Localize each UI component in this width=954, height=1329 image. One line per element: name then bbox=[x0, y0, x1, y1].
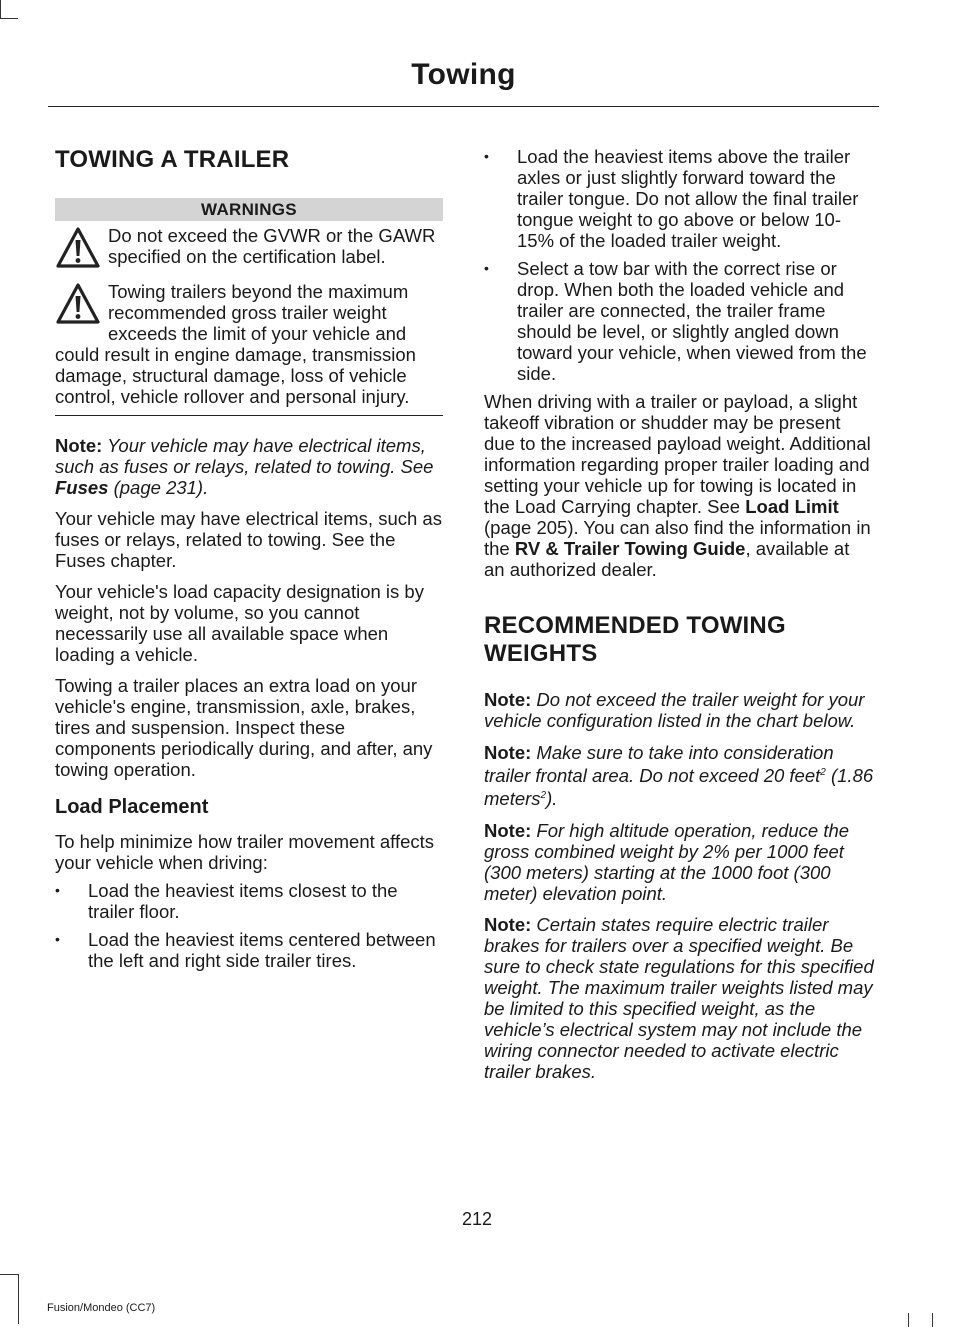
list-item-text: Load the heaviest items centered between the left and right side trailer tires. bbox=[88, 929, 436, 971]
warning-item bbox=[55, 225, 443, 272]
note-text: ). bbox=[546, 788, 558, 809]
list-item bbox=[55, 880, 443, 922]
load-placement-intro: To help minimize how trailer movement affects your vehicle when driving: bbox=[55, 831, 435, 873]
bullet-icon: • bbox=[55, 931, 60, 947]
note bbox=[484, 689, 874, 731]
bullet-icon: • bbox=[484, 148, 489, 164]
crop-mark-bottom-right-v2 bbox=[932, 1313, 933, 1327]
warnings-bottom-rule bbox=[55, 415, 443, 416]
bullet-icon: • bbox=[484, 260, 489, 276]
list-item bbox=[484, 258, 874, 384]
note-text: Make sure to take into consideration trailer frontal area. Do not exceed 20 feet bbox=[484, 742, 834, 786]
note-text: For high altitude operation, reduce the gross combined weight by 2% per 1000 feet (300 meters) starting at the 1000 foot (300 meter) elevation point. bbox=[484, 820, 850, 904]
paragraph: Towing a trailer places an extra load on your vehicle's engine, transmission, axle, brakes, tires and suspension. Inspect these components periodically during, and after, any towing operation. bbox=[55, 675, 433, 780]
list-item bbox=[484, 146, 874, 251]
page-title: Towing bbox=[411, 58, 516, 91]
driving-text: , available at an authorized dealer. bbox=[484, 538, 850, 580]
crop-mark-top-left-h bbox=[0, 18, 18, 19]
bullet-icon: • bbox=[55, 882, 60, 898]
crop-mark-bottom-left-v bbox=[18, 1274, 19, 1324]
note-page-ref: (page 231). bbox=[108, 477, 209, 498]
rv-trailer-guide-link[interactable]: RV & Trailer Towing Guide bbox=[514, 538, 746, 559]
warning-triangle-icon bbox=[55, 282, 101, 326]
note bbox=[484, 820, 874, 904]
note-text: Do not exceed the trailer weight for your vehicle configuration listed in the chart below. bbox=[484, 689, 865, 731]
note bbox=[484, 741, 874, 810]
driving-text: When driving with a trailer or payload, a slight takeoff vibration or shudder may be present due to the increased payload weight. Additional information regarding proper trailer loading and setting your vehicle up for towing is located in the Load Carrying chapter. See bbox=[484, 391, 871, 517]
list-item bbox=[55, 929, 443, 971]
load-limit-link[interactable]: Load Limit bbox=[745, 496, 839, 517]
warning-text: Towing trailers beyond the maximum recommended gross trailer weight exceeds the limit of your vehicle and could result in engine damage, transmission damage, structural damage, loss of vehicle control, vehicle rollover and personal injury. bbox=[55, 281, 416, 407]
warning-text: Do not exceed the GVWR or the GAWR specified on the certification label. bbox=[108, 225, 436, 267]
fuses-link[interactable]: Fuses bbox=[55, 477, 109, 498]
paragraph: Your vehicle may have electrical items, such as fuses or relays, related to towing. See the Fuses chapter. bbox=[55, 508, 442, 571]
section-title-recommended-towing-weights: RECOMMENDED TOWING WEIGHTS bbox=[484, 612, 786, 667]
load-placement-list bbox=[55, 880, 443, 971]
driving-text: (page 205). You can also find the information in the bbox=[484, 517, 871, 559]
note bbox=[484, 914, 874, 1082]
note-label: Note: bbox=[484, 914, 532, 935]
page-number: 212 bbox=[461, 1209, 493, 1229]
title-rule bbox=[48, 106, 879, 107]
note-text: (1.86 meters bbox=[484, 765, 874, 809]
note-text: Your vehicle may have electrical items, such as fuses or relays, related to towing. See bbox=[55, 435, 434, 477]
note-label: Note: bbox=[484, 689, 532, 710]
section-title-towing-a-trailer: TOWING A TRAILER bbox=[55, 146, 290, 173]
warning-item bbox=[55, 281, 443, 407]
warning-triangle-icon bbox=[55, 226, 101, 270]
crop-mark-top-left-v bbox=[0, 0, 1, 18]
paragraph: Your vehicle's load capacity designation is by weight, not by volume, so you cannot necessarily use all available space when loading a vehicle. bbox=[55, 581, 424, 665]
crop-mark-bottom-left-h bbox=[0, 1274, 18, 1275]
superscript: 2 bbox=[540, 789, 547, 801]
list-item-text: Load the heaviest items closest to the trailer floor. bbox=[88, 880, 398, 922]
load-placement-list-continued bbox=[484, 146, 874, 384]
note-fuses bbox=[55, 435, 443, 498]
model-label: Fusion/Mondeo (CC7) bbox=[47, 1302, 156, 1314]
crop-mark-bottom-right-v1 bbox=[908, 1313, 909, 1327]
driving-paragraph bbox=[484, 391, 874, 580]
note-text: Certain states require electric trailer brakes for trailers over a specified weight. Be sure to check state regulations for this specified weight. The maximum trailer weights listed may be limited to this specified weight, as the vehicle’s electrical system may not include the wiring connector needed to activate electric trailer brakes. bbox=[484, 914, 874, 1082]
note-label: Note: bbox=[484, 742, 532, 763]
note-label: Note: bbox=[55, 435, 103, 456]
note-label: Note: bbox=[484, 820, 532, 841]
warnings-heading: WARNINGS bbox=[55, 198, 443, 221]
list-item-text: Select a tow bar with the correct rise or drop. When both the loaded vehicle and trailer are connected, the trailer frame should be level, or slightly angled down toward your vehicle, when viewed from the side. bbox=[517, 258, 867, 384]
list-item-text: Load the heaviest items above the trailer axles or just slightly forward toward the trailer tongue. Do not allow the final trailer tongue weight to go above or below 10-15% of the loaded trailer weight. bbox=[517, 146, 859, 251]
subheading-load-placement: Load Placement bbox=[55, 796, 209, 818]
superscript: 2 bbox=[820, 766, 826, 778]
left-column bbox=[55, 146, 443, 978]
right-column bbox=[484, 146, 874, 1082]
